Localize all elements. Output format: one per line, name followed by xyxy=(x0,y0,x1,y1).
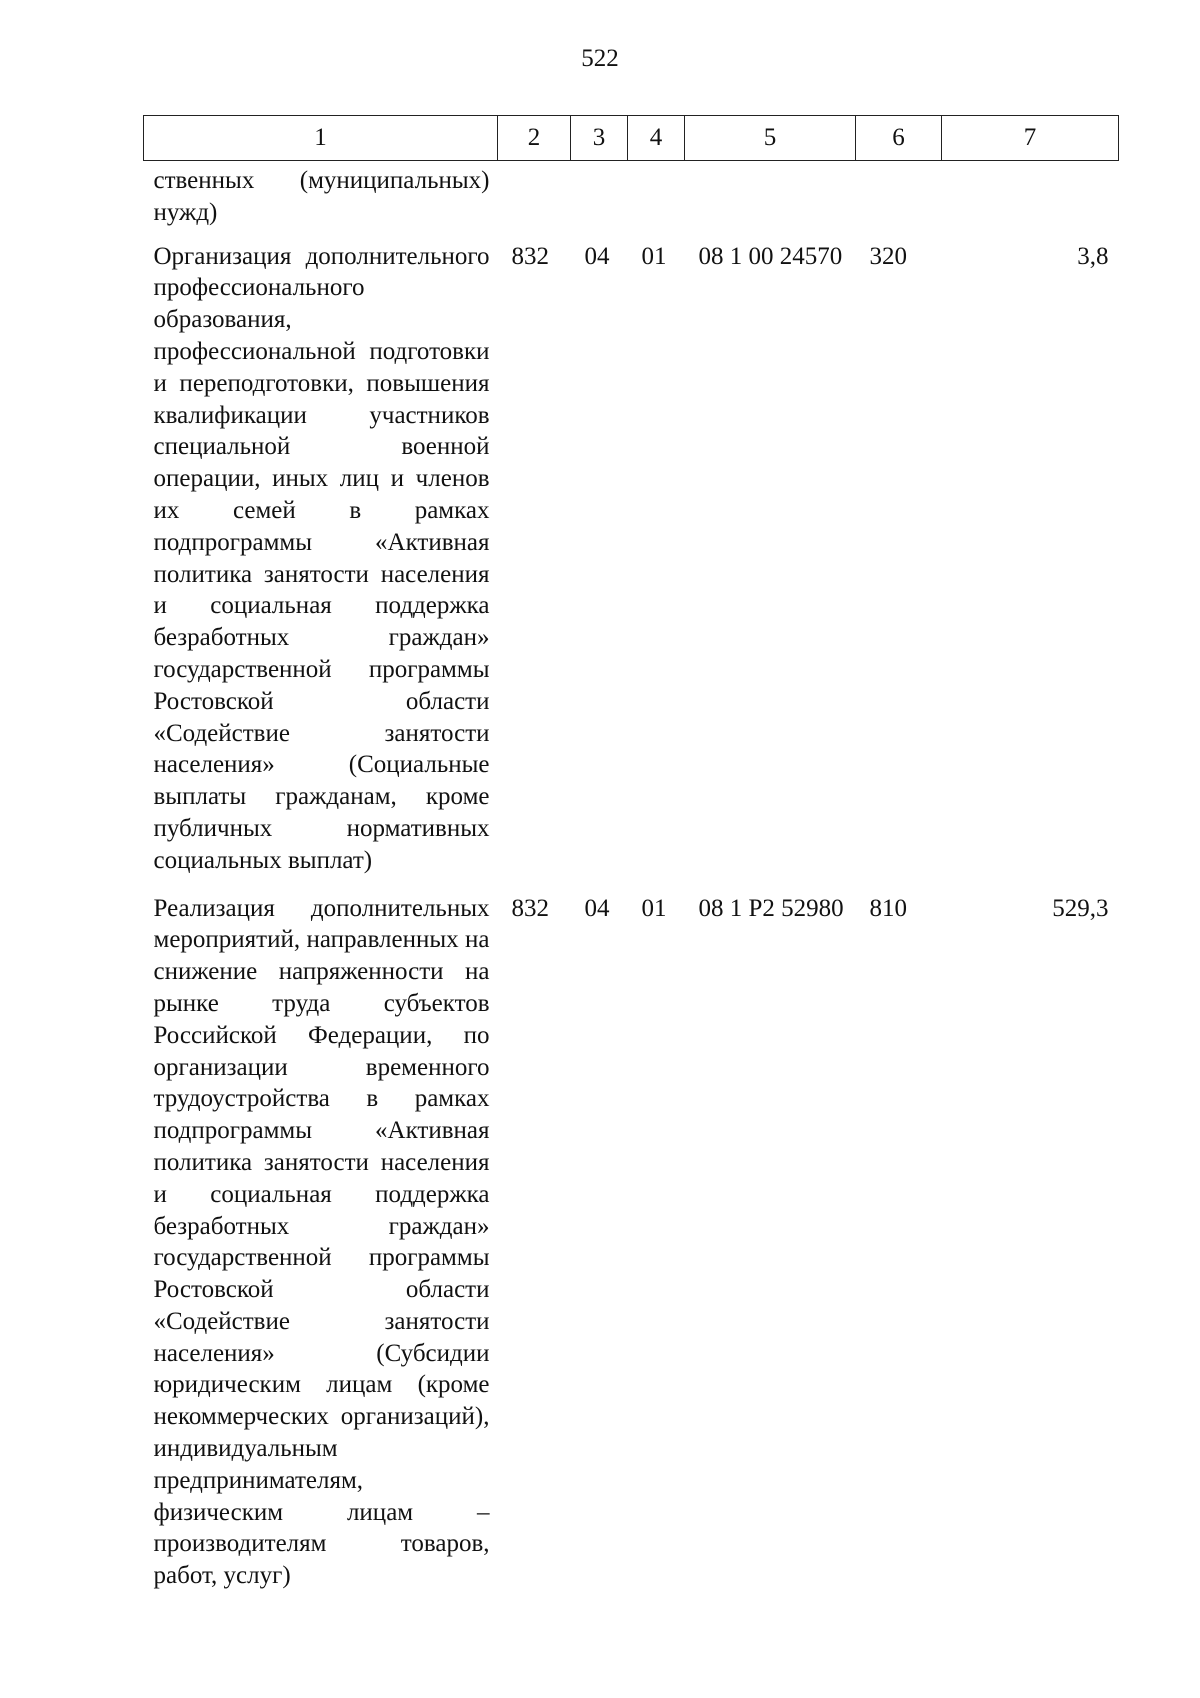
row-col7: 3,8 xyxy=(1077,242,1109,270)
column-header-2: 2 xyxy=(498,116,571,161)
budget-table xyxy=(143,115,1119,1602)
row-description: ственных (муниципальных) нужд) xyxy=(153,167,490,226)
row-col7 xyxy=(942,161,1119,235)
row-col4: 01 xyxy=(641,894,667,922)
row-col2: 832 xyxy=(511,242,549,270)
row-col7: 529,3 xyxy=(1052,894,1109,922)
column-header-7: 7 xyxy=(942,116,1119,161)
column-header-3: 3 xyxy=(571,116,628,161)
row-col5: 08 1 Р2 52980 xyxy=(698,894,844,922)
row-col3 xyxy=(571,161,628,235)
page-number: 522 xyxy=(581,45,619,72)
table-header-row xyxy=(144,116,1119,161)
row-col3: 04 xyxy=(584,894,610,922)
column-header-4: 4 xyxy=(628,116,685,161)
row-col6 xyxy=(856,161,942,235)
row-col5 xyxy=(685,161,856,235)
row-description: Организация дополнительного профессионального образования, профессиональной подготовки и переподготовки, повышения квалификации участников специальной военной операции, иных лиц и членов их семей в рамках подпрограммы «Активная политика занятости населения и социальная поддержка безработных граждан» государственной программы Ростовской области «Содействие занятости населения» (Социальные выплаты гражданам, кроме публичных нормативных социальных выплат) xyxy=(153,242,490,874)
row-col6: 320 xyxy=(869,242,907,270)
row-col4 xyxy=(628,161,685,235)
column-header-1: 1 xyxy=(144,116,498,161)
table-row xyxy=(144,887,1119,1603)
row-col2 xyxy=(498,161,571,235)
row-description: Реализация дополнительных мероприятий, направленных на снижение напряженности на рынке труда субъектов Российской Федерации, по организации временного трудоустройства в рамках подпрограммы «Активная политика занятости населения и социальная поддержка безработных граждан» государственной программы Ростовской области «Содействие занятости населения» (Субсидии юридическим лицам (кроме некоммерческих организаций), индивидуальным предпринимателям, физическим лицам – производителям товаров, работ, услуг) xyxy=(153,894,490,1590)
column-header-6: 6 xyxy=(856,116,942,161)
table-row xyxy=(144,235,1119,887)
table-row xyxy=(144,161,1119,235)
row-col5: 08 1 00 24570 xyxy=(698,242,843,270)
row-col4: 01 xyxy=(641,242,667,270)
row-col2: 832 xyxy=(511,894,549,922)
row-col3: 04 xyxy=(584,242,610,270)
column-header-5: 5 xyxy=(685,116,856,161)
row-col6: 810 xyxy=(869,894,907,922)
